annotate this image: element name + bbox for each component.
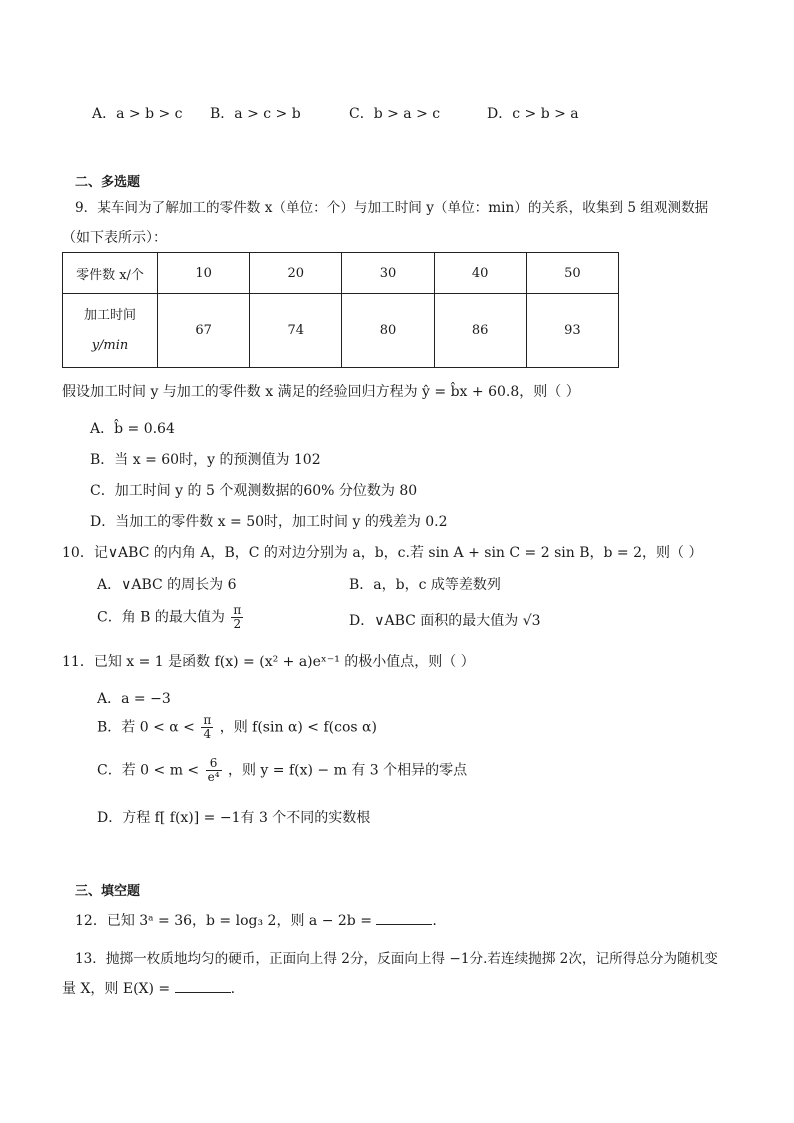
table-cell: 30 — [342, 253, 434, 294]
table-cell: 93 — [526, 294, 618, 368]
q11-stem: 11．已知 x = 1 是函数 f(x) = (x² + a)eˣ⁻¹ 的极小值点，则（ ） — [62, 654, 475, 670]
table-cell: 67 — [158, 294, 250, 368]
pi-over-4-fraction — [201, 714, 213, 741]
table-cell: 10 — [158, 253, 250, 294]
q12-end: . — [432, 913, 437, 929]
q12 — [75, 910, 437, 930]
table-cell: 86 — [434, 294, 526, 368]
q11-option-c-post: ，则 y = f(x) − m 有 3 个相异的零点 — [227, 762, 468, 779]
q8-option-c: C．b > a > c — [349, 106, 441, 122]
q8-option-a: A．a > b > c — [92, 106, 183, 122]
q11-option-b-pre: B．若 0 < α < — [97, 719, 195, 736]
table-header-line: y/min — [91, 337, 129, 353]
q9-option-d: D．当加工的零件数 x = 50时，加工时间 y 的残差为 0.2 — [90, 514, 448, 530]
q9-option-c: C．加工时间 y 的 5 个观测数据的60% 分位数为 80 — [90, 483, 418, 499]
q8-option-d: D．c > b > a — [487, 106, 579, 122]
q10-stem: 10．记∨ABC 的内角 A，B，C 的对边分别为 a，b，c.若 sin A + sin C = 2 sin B，b = 2，则（ ） — [62, 545, 703, 561]
fraction-numerator: π — [233, 603, 242, 617]
table-cell: 40 — [434, 253, 526, 294]
table-cell: 74 — [250, 294, 342, 368]
answer-blank[interactable] — [376, 910, 432, 925]
fraction-denominator: 4 — [203, 727, 212, 741]
q9-question: 假设加工时间 y 与加工的零件数 x 满足的经验回归方程为 ŷ = b̂x + 60.8，则（ ） — [62, 384, 580, 400]
q12-text: 12．已知 3ᵃ = 36，b = log₃ 2，则 a − 2b = — [75, 913, 377, 929]
section-title-fill-in: 三、填空题 — [75, 884, 141, 899]
q13-end: . — [230, 981, 236, 997]
q11-option-c — [97, 757, 467, 784]
q10-option-c — [97, 604, 245, 631]
q10-option-b: B．a，b，c 成等差数列 — [349, 577, 501, 593]
table-header-cell: 零件数 x/个 — [63, 253, 158, 294]
table-cell: 20 — [250, 253, 342, 294]
q11-option-b — [97, 714, 377, 741]
q13-line2-text: 量 X，则 E(X) = — [62, 981, 175, 997]
table-header-line: 加工时间 — [83, 307, 136, 323]
q10-option-d: D．∨ABC 面积的最大值为 √3 — [349, 613, 541, 629]
q13-line2 — [62, 978, 235, 998]
table-cell: 80 — [342, 294, 434, 368]
q10-option-a: A．∨ABC 的周长为 6 — [97, 577, 237, 593]
q8-option-b: B．a > c > b — [210, 106, 301, 122]
answer-blank[interactable] — [175, 978, 231, 993]
q11-option-c-pre: C．若 0 < m < — [97, 762, 200, 779]
q13-line1: 13．抛掷一枚质地均匀的硬币，正面向上得 2分，反面向上得 −1分.若连续抛掷 2次，记所得总分为随机变 — [75, 951, 718, 967]
table-header-cell — [63, 294, 158, 368]
q9-stem-line2: （如下表所示）： — [62, 230, 167, 246]
fraction-denominator: 2 — [233, 617, 242, 631]
table-row — [63, 253, 619, 294]
q11-option-b-post: ，则 f(sin α) < f(cos α) — [219, 719, 377, 736]
fraction-numerator: π — [203, 713, 212, 727]
q9-stem-line1: 9．某车间为了解加工的零件数 x（单位：个）与加工时间 y（单位：min）的关系，收集到 5 组观测数据 — [75, 200, 709, 216]
q9-option-b: B．当 x = 60时，y 的预测值为 102 — [90, 452, 321, 468]
q11-option-d: D．方程 f[ f(x)] = −1有 3 个不同的实数根 — [97, 810, 371, 826]
q9-option-a: A．b̂ = 0.64 — [90, 421, 175, 437]
fraction-numerator: 6 — [206, 757, 222, 771]
q9-data-table — [62, 252, 619, 368]
six-over-e4-fraction — [206, 757, 222, 784]
q10-option-c-text: C．角 B 的最大值为 — [97, 609, 225, 626]
table-row — [63, 294, 619, 368]
table-cell: 50 — [526, 253, 618, 294]
pi-over-2-fraction — [231, 604, 243, 631]
q11-option-a: A．a = −3 — [97, 691, 171, 707]
section-title-multiple-choice: 二、多选题 — [75, 175, 141, 190]
fraction-denominator: e⁴ — [207, 770, 220, 784]
